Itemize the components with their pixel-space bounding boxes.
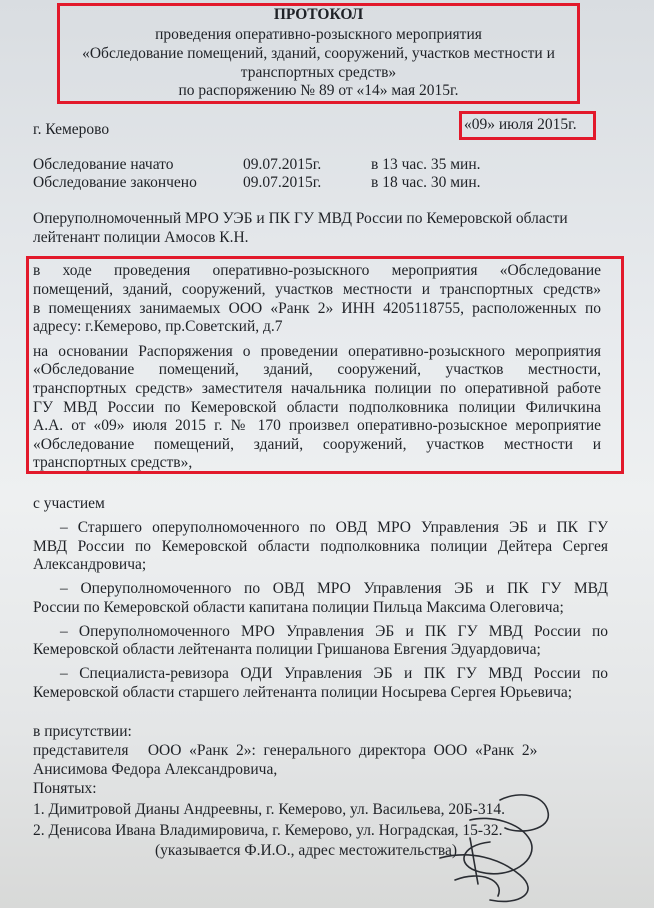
document-place: г. Кемерово xyxy=(33,121,110,138)
start-date: 09.07.2015г. xyxy=(243,156,322,173)
paragraph1-line-2: помещений, зданий, сооружений, участков местности и транспортных средств» xyxy=(33,281,601,298)
header-line-3: транспортных средств» xyxy=(240,64,397,81)
witness-1: 1. Димитровой Дианы Андреевны, г. Кемерово, ул. Васильева, 20Б-314. xyxy=(33,801,506,818)
header-line-2: «Обследование помещений, зданий, сооружений, участков местности и xyxy=(82,45,555,62)
participant-3-line-1: – Оперуполномоченного МРО Управления ЭБ и ПК ГУ МВД России по xyxy=(60,623,608,640)
officer-line-2: лейтенант полиции Амосов К.Н. xyxy=(33,229,249,246)
end-label: Обследование закончено xyxy=(33,174,197,191)
end-time: в 18 час. 30 мин. xyxy=(371,174,481,191)
participant-1-line-3: Александровича; xyxy=(33,556,147,573)
end-date: 09.07.2015г. xyxy=(243,174,322,191)
paragraph2-line-3: транспортных средств» заместителя начальника полиции по оперативной работе xyxy=(33,380,601,397)
paragraph2-line-5: А.А. от «09» июля 2015 г. № 170 произвел оперативно-розыскное мероприятие xyxy=(33,417,601,434)
header-line-1: проведения оперативно-розыскного мероприятия xyxy=(155,26,482,43)
paragraph2-line-2: «Обследование помещений, зданий, сооружений, участков местности, xyxy=(33,361,601,378)
paragraph1-line-1: в ходе проведения оперативно-розыскного мероприятия «Обследование xyxy=(33,262,601,279)
start-time: в 13 час. 35 мин. xyxy=(371,156,481,173)
paragraph2-line-7: транспортных средств», xyxy=(33,454,193,471)
paragraph2-line-4: ГУ МВД России по Кемеровской области подполковника полиции Филичкина xyxy=(33,399,601,416)
participant-1-line-2: МВД России по Кемеровской области подполковника полиции Дейтера Сергея xyxy=(33,538,608,555)
paragraph1-line-4: адресу: г.Кемерово, пр.Советский, д.7 xyxy=(33,318,283,335)
officer-line-1: Оперуполномоченный МРО УЭБ и ПК ГУ МВД России по Кемеровской области xyxy=(33,210,568,227)
representative-line-1: представителя ООО «Ранк 2»: генерального директора ООО «Ранк 2» xyxy=(33,742,538,759)
participation-label: с участием xyxy=(33,495,105,512)
presence-label: в присутствии: xyxy=(33,723,132,740)
participant-3-line-2: Кемеровской области лейтенанта полиции Гришанова Евгения Эдуардовича; xyxy=(33,641,541,658)
witnesses-label: Понятых: xyxy=(33,780,97,797)
participant-1-line-1: – Старшего оперуполномоченного по ОВД МРО Управления ЭБ и ПК ГУ xyxy=(60,519,608,536)
witness-address-note: (указывается Ф.И.О., адрес местожительства) xyxy=(155,842,458,859)
document-title: ПРОТОКОЛ xyxy=(273,6,364,23)
paragraph2-line-1: на основании Распоряжения о проведении оперативно-розыскного мероприятия xyxy=(33,343,601,360)
paragraph1-line-3: в помещениях занимаемых ООО «Ранк 2» ИНН 4205118755, расположенных по xyxy=(33,300,601,317)
start-label: Обследование начато xyxy=(33,156,174,173)
participant-4-line-1: – Специалиста-ревизора ОДИ Управления ЭБ и ПК ГУ МВД России по xyxy=(60,665,608,682)
paragraph2-line-6: «Обследование помещений, зданий, сооружений, участков местности и xyxy=(33,436,601,453)
participant-4-line-2: Кемеровской области старшего лейтенанта полиции Носырева Сергея Юрьевича; xyxy=(33,684,573,701)
representative-line-2: Анисимова Федора Александровича, xyxy=(33,761,278,778)
header-line-4: по распоряжению № 89 от «14» мая 2015г. xyxy=(178,82,459,99)
participant-2-line-2: России по Кемеровской области капитана полиции Пильца Максима Олеговича; xyxy=(33,599,564,616)
participant-2-line-1: – Оперуполномоченного по ОВД МРО Управления ЭБ и ПК ГУ МВД xyxy=(60,580,608,597)
witness-2: 2. Денисова Ивана Владимировича, г. Кемерово, ул. Ноградская, 15-32. xyxy=(33,822,503,839)
document-date: «09» июля 2015г. xyxy=(464,116,577,133)
